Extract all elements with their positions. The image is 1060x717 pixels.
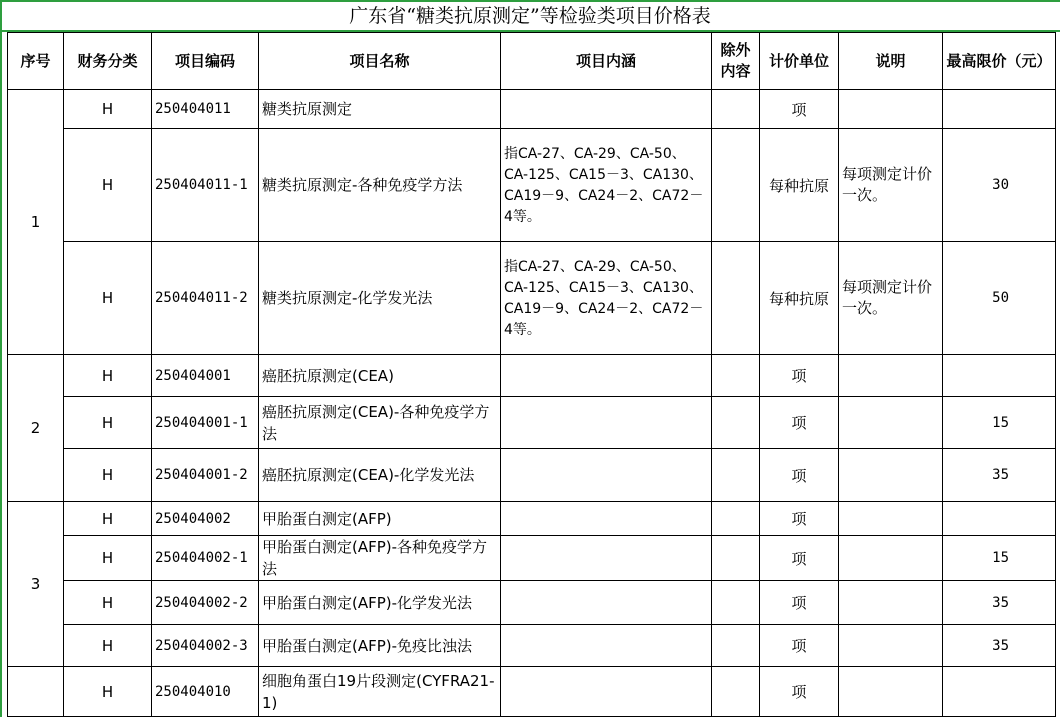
header-seq[interactable]: 序号	[8, 33, 64, 90]
table-row	[8, 242, 1056, 355]
header-note[interactable]: 说明	[839, 33, 943, 90]
cell-note[interactable]	[839, 397, 943, 449]
cell-seq[interactable]: 1	[8, 90, 64, 355]
cell-price[interactable]: 35	[943, 449, 1056, 502]
cell-code[interactable]: 250404011-1	[152, 129, 259, 242]
page-title: 广东省“糖类抗原测定”等检验类项目价格表	[349, 5, 711, 27]
cell-content[interactable]: 指CA-27、CA-29、CA-50、CA-125、CA15－3、CA130、CA19－9、CA24－2、CA72－4等。	[501, 129, 712, 242]
table-row	[8, 536, 1056, 581]
table-row	[8, 625, 1056, 667]
header-unit[interactable]: 计价单位	[760, 33, 839, 90]
cell-seq[interactable]: 2	[8, 355, 64, 502]
cell-code[interactable]: 250404002-2	[152, 581, 259, 625]
cell-note[interactable]: 每项测定计价一次。	[839, 129, 943, 242]
cell-code[interactable]: 250404011	[152, 90, 259, 129]
cell-content[interactable]	[501, 397, 712, 449]
cell-note[interactable]	[839, 355, 943, 397]
cell-exclude[interactable]	[712, 242, 760, 355]
cell-code[interactable]: 250404001-1	[152, 397, 259, 449]
cell-name[interactable]: 甲胎蛋白测定(AFP)-各种免疫学方法	[259, 536, 501, 581]
cell-seq[interactable]: 3	[8, 502, 64, 667]
cell-unit[interactable]: 项	[760, 397, 839, 449]
cell-category[interactable]: H	[64, 449, 152, 502]
cell-exclude[interactable]	[712, 129, 760, 242]
cell-category[interactable]: H	[64, 129, 152, 242]
table-row	[8, 502, 1056, 536]
cell-note[interactable]	[839, 449, 943, 502]
cell-note[interactable]	[839, 625, 943, 667]
header-name[interactable]: 项目名称	[259, 33, 501, 90]
cell-category[interactable]: H	[64, 536, 152, 581]
cell-unit[interactable]: 项	[760, 355, 839, 397]
cell-content[interactable]	[501, 581, 712, 625]
cell-name[interactable]: 糖类抗原测定-各种免疫学方法	[259, 129, 501, 242]
cell-price[interactable]	[943, 502, 1056, 536]
table-row	[8, 667, 1056, 717]
cell-name[interactable]: 癌胚抗原测定(CEA)	[259, 355, 501, 397]
table-row	[8, 129, 1056, 242]
cell-name[interactable]: 癌胚抗原测定(CEA)-化学发光法	[259, 449, 501, 502]
cell-name[interactable]: 细胞角蛋白19片段测定(CYFRA21-1)	[259, 667, 501, 717]
cell-content[interactable]	[501, 355, 712, 397]
cell-code[interactable]: 250404002	[152, 502, 259, 536]
header-exclude[interactable]: 除外内容	[712, 33, 760, 90]
cell-category[interactable]: H	[64, 502, 152, 536]
cell-unit[interactable]: 项	[760, 502, 839, 536]
cell-note[interactable]	[839, 667, 943, 717]
cell-unit[interactable]: 项	[760, 625, 839, 667]
cell-content[interactable]	[501, 502, 712, 536]
cell-price[interactable]: 35	[943, 625, 1056, 667]
cell-price[interactable]: 50	[943, 242, 1056, 355]
cell-note[interactable]	[839, 90, 943, 129]
cell-price[interactable]: 35	[943, 581, 1056, 625]
cell-exclude[interactable]	[712, 667, 760, 717]
cell-name[interactable]: 甲胎蛋白测定(AFP)-化学发光法	[259, 581, 501, 625]
cell-category[interactable]: H	[64, 90, 152, 129]
cell-content[interactable]: 指CA-27、CA-29、CA-50、CA-125、CA15－3、CA130、CA19－9、CA24－2、CA72－4等。	[501, 242, 712, 355]
cell-code[interactable]: 250404010	[152, 667, 259, 717]
cell-exclude[interactable]	[712, 536, 760, 581]
cell-code[interactable]: 250404002-1	[152, 536, 259, 581]
table-row	[8, 90, 1056, 129]
cell-name[interactable]: 糖类抗原测定-化学发光法	[259, 242, 501, 355]
cell-code[interactable]: 250404002-3	[152, 625, 259, 667]
cell-exclude[interactable]	[712, 355, 760, 397]
cell-name[interactable]: 甲胎蛋白测定(AFP)	[259, 502, 501, 536]
header-row	[8, 33, 1056, 90]
cell-unit[interactable]: 项	[760, 449, 839, 502]
cell-unit[interactable]: 项	[760, 667, 839, 717]
cell-price[interactable]	[943, 355, 1056, 397]
cell-price[interactable]: 30	[943, 129, 1056, 242]
cell-unit[interactable]: 每种抗原	[760, 129, 839, 242]
cell-unit[interactable]: 项	[760, 536, 839, 581]
cell-unit[interactable]: 项	[760, 90, 839, 129]
cell-code[interactable]: 250404001-2	[152, 449, 259, 502]
cell-name[interactable]: 癌胚抗原测定(CEA)-各种免疫学方法	[259, 397, 501, 449]
cell-price[interactable]	[943, 90, 1056, 129]
header-price[interactable]: 最高限价（元）	[943, 33, 1056, 90]
cell-unit[interactable]: 项	[760, 581, 839, 625]
cell-category[interactable]: H	[64, 242, 152, 355]
cell-name[interactable]: 甲胎蛋白测定(AFP)-免疫比浊法	[259, 625, 501, 667]
cell-seq[interactable]	[8, 667, 64, 717]
table-row	[8, 449, 1056, 502]
cell-exclude[interactable]	[712, 397, 760, 449]
table-row	[8, 355, 1056, 397]
cell-note[interactable]	[839, 581, 943, 625]
cell-price[interactable]: 15	[943, 536, 1056, 581]
cell-exclude[interactable]	[712, 449, 760, 502]
cell-price[interactable]: 15	[943, 397, 1056, 449]
header-content[interactable]: 项目内涵	[501, 33, 712, 90]
cell-content[interactable]	[501, 536, 712, 581]
price-table	[7, 32, 1056, 717]
cell-exclude[interactable]	[712, 625, 760, 667]
cell-exclude[interactable]	[712, 90, 760, 129]
cell-note[interactable]	[839, 536, 943, 581]
cell-category[interactable]: H	[64, 667, 152, 717]
cell-note[interactable]: 每项测定计价一次。	[839, 242, 943, 355]
cell-selection-left-border	[0, 0, 2, 717]
cell-code[interactable]: 250404011-2	[152, 242, 259, 355]
cell-content[interactable]	[501, 90, 712, 129]
cell-category[interactable]: H	[64, 397, 152, 449]
cell-category[interactable]: H	[64, 581, 152, 625]
table-row	[8, 397, 1056, 449]
cell-exclude[interactable]	[712, 502, 760, 536]
table-body	[8, 90, 1056, 717]
header-code[interactable]: 项目编码	[152, 33, 259, 90]
cell-content[interactable]	[501, 449, 712, 502]
header-category[interactable]: 财务分类	[64, 33, 152, 90]
table-row	[8, 581, 1056, 625]
cell-category[interactable]: H	[64, 355, 152, 397]
cell-exclude[interactable]	[712, 581, 760, 625]
cell-unit[interactable]: 每种抗原	[760, 242, 839, 355]
cell-note[interactable]	[839, 502, 943, 536]
cell-content[interactable]	[501, 667, 712, 717]
cell-content[interactable]	[501, 625, 712, 667]
cell-name[interactable]: 糖类抗原测定	[259, 90, 501, 129]
cell-category[interactable]: H	[64, 625, 152, 667]
cell-code[interactable]: 250404001	[152, 355, 259, 397]
cell-price[interactable]	[943, 667, 1056, 717]
